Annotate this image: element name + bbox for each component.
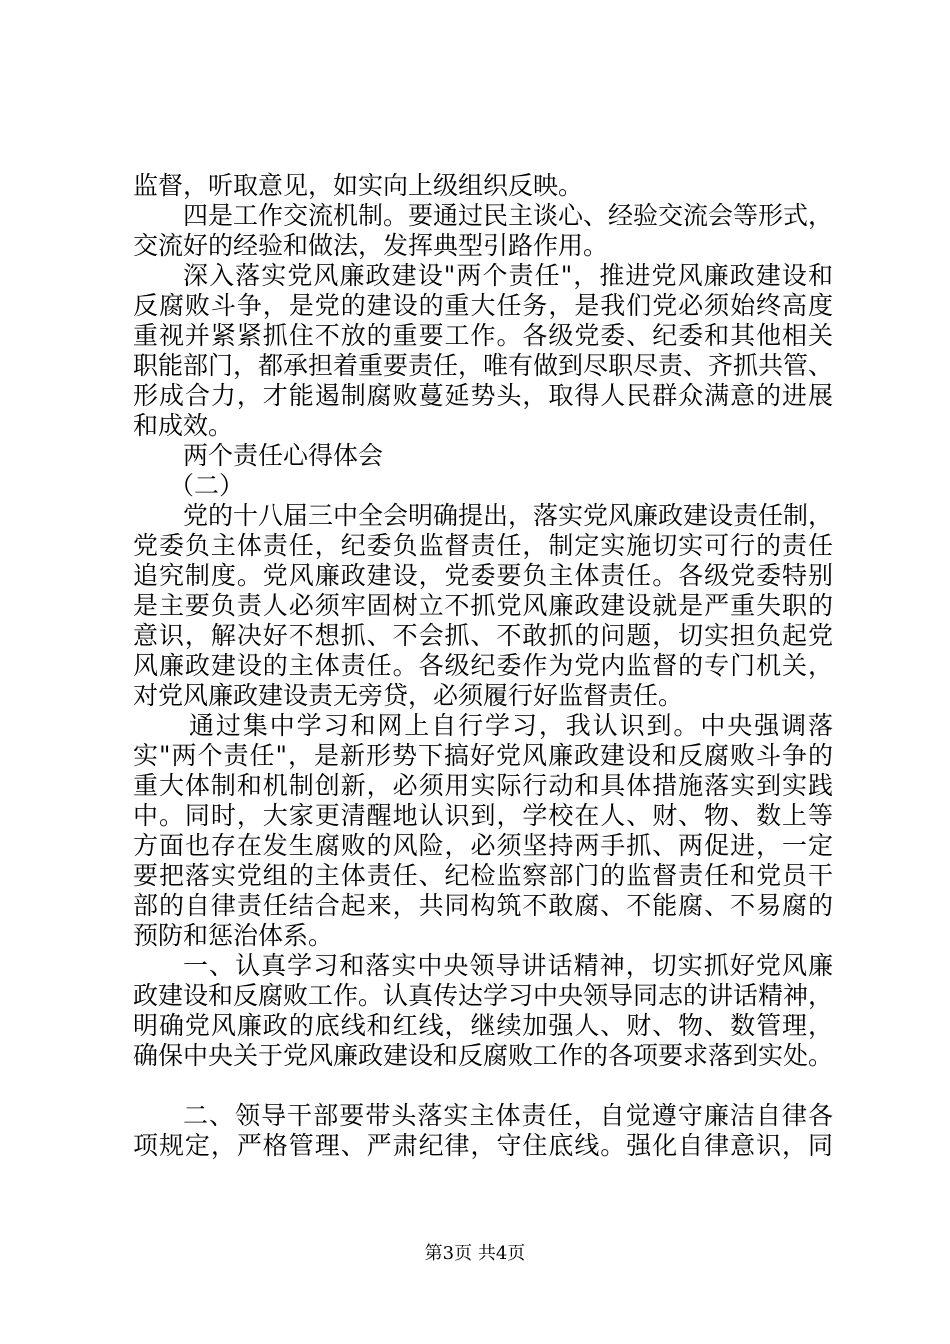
text-line: 反腐败斗争，是党的建设的重大任务，是我们党必须始终高度 <box>133 291 833 320</box>
page-number: 第3页 共4页 <box>424 1243 526 1264</box>
section-heading: 两个责任心得体会 <box>183 441 384 470</box>
text-line: 明确党风廉政的底线和红线，继续加强人、财、物、数管理， <box>133 1011 833 1040</box>
text-line: 是主要负责人必须牢固树立不抓党风廉政建设就是严重失职的 <box>133 591 833 620</box>
text-line: 重视并紧紧抓住不放的重要工作。各级党委、纪委和其他相关 <box>133 321 833 350</box>
text-line: 部的自律责任结合起来，共同构筑不敢腐、不能腐、不易腐的 <box>133 891 833 920</box>
text-line: 交流好的经验和做法，发挥典型引路作用。 <box>133 231 609 260</box>
text-line: 风廉政建设的主体责任。各级纪委作为党内监督的专门机关， <box>133 651 833 680</box>
text-line: 项规定，严格管理、严肃纪律，守住底线。强化自律意识，同 <box>133 1131 833 1160</box>
text-line: 方面也存在发生腐败的风险，必须坚持两手抓、两促进，一定 <box>133 831 833 860</box>
paragraph-gap <box>133 1071 833 1101</box>
text-line: 政建设和反腐败工作。认真传达学习中央领导同志的讲话精神， <box>133 981 834 1010</box>
text-line: 实"两个责任"，是新形势下搞好党风廉政建设和反腐败斗争的 <box>133 741 833 770</box>
text-line: 对党风廉政建设责无旁贷，必须履行好监督责任。 <box>133 681 684 710</box>
text-line: 深入落实党风廉政建设"两个责任"，推进党风廉政建设和 <box>183 261 833 290</box>
text-line: 通过集中学习和网上自行学习，我认识到。中央强调落 <box>189 711 833 740</box>
text-line: 党委负主体责任，纪委负监督责任，制定实施切实可行的责任 <box>133 531 833 560</box>
text-line: 重大体制和机制创新，必须用实际行动和具体措施落实到实践 <box>133 771 833 800</box>
document-body <box>133 171 833 1161</box>
text-line: 形成合力，才能遏制腐败蔓延势头，取得人民群众满意的进展 <box>133 381 833 410</box>
text-line: 确保中央关于党风廉政建设和反腐败工作的各项要求落到实处。 <box>133 1041 834 1070</box>
text-line: 监督，听取意见，如实向上级组织反映。 <box>133 171 584 200</box>
text-line: 一、认真学习和落实中央领导讲话精神，切实抓好党风廉 <box>183 951 833 980</box>
text-line: 四是工作交流机制。要通过民主谈心、经验交流会等形式， <box>183 201 834 230</box>
text-line: 要把落实党组的主体责任、纪检监察部门的监督责任和党员干 <box>133 861 833 890</box>
text-line: 意识，解决好不想抓、不会抓、不敢抓的问题，切实担负起党 <box>133 621 833 650</box>
text-line: 党的十八届三中全会明确提出，落实党风廉政建设责任制， <box>183 501 834 530</box>
text-line: 中。同时，大家更清醒地认识到，学校在人、财、物、数上等 <box>133 801 833 830</box>
text-line: 追究制度。党风廉政建设，党委要负主体责任。各级党委特别 <box>133 561 833 590</box>
text-line: 职能部门，都承担着重要责任，唯有做到尽职尽责、齐抓共管、 <box>133 351 834 380</box>
text-line: 和成效。 <box>133 411 234 440</box>
text-line: 二、领导干部要带头落实主体责任，自觉遵守廉洁自律各 <box>183 1101 833 1130</box>
text-line: 预防和惩治体系。 <box>133 921 334 950</box>
section-subheading: （二） <box>169 471 245 500</box>
